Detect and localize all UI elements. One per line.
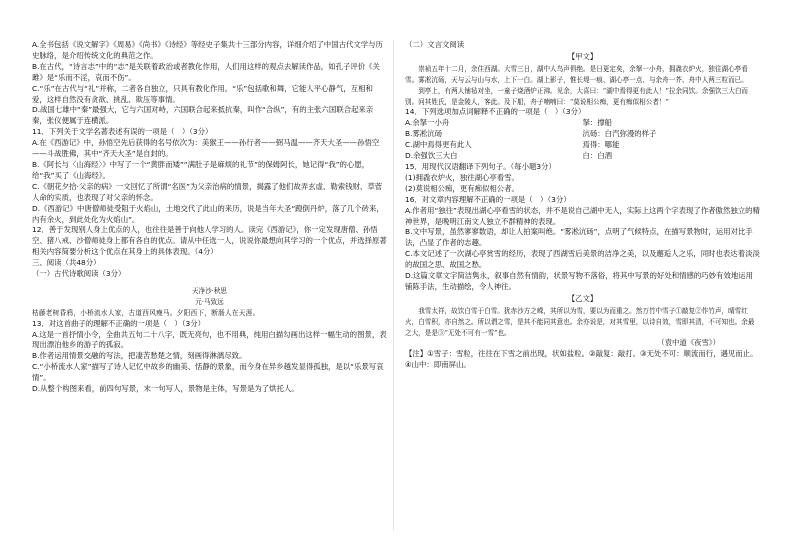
q14-option-b [405,129,760,140]
q11-option-c: C.《朝花夕拾·父亲的病》一文回忆了所谓“名医”为父亲治病的情景，揭露了他们故弄玄虚、勒索钱财、草菅人命的实质，也表现了对父亲的怀念。 [32,181,383,202]
q16-stem: 16．对文章内容理解不正确的一项是（ ）（3分） [405,194,571,204]
q15-item-1: (1)拥毳衣炉火，独往湖心亭看雪。 [405,172,519,182]
q15-item-2: (2)莫说相公痴，更有痴似相公者。 [405,183,519,193]
yi-heading: 【乙文】 [567,293,598,303]
subsection-classical-heading: （二）文言文阅读 [405,40,465,49]
q16-option-a: A.作者用“独往”表现出湖心亭看雪的状态，并不是说自己湖中无人，实际上这两个字表现了作者傲然独立的精神世界，是晚明江南文人独立不群精神的表现。 [405,205,760,226]
yi-passage: 我雪太祥，故饮白雪于白雪。犹赤沙方之嵘，其所以为雪，要以为而重之。然万竹中雪子①敲复②作竹声，晴雪红火，白雪积，亦自然之。所以谓之雪，是其不能同其意也。余亦说是，对其雪里，以诗自效，雪即其清，不可知也。余最之大，是是③“无处不可有一雪”也。 [405,306,755,337]
poem-author: 元·马致远 [195,297,224,306]
jia-passage-paragraph-2: 到亭上，有两人铺毡对坐，一童子烧酒炉正沸。见余，大喜曰：“湖中焉得更有此人！”拉余同饮。余强饮三大白而别。问其姓氏，是金陵人，客此。及下船，舟子喃喃曰：“莫说相公痴，更有痴似相公者！” [405,86,749,106]
q11-stem: 11．下列关于文学名著表述有误的一项是（ ）（3分） [32,127,213,137]
q14-option-c-gloss: 焉得：哪能 [582,140,620,150]
jia-passage-paragraph-1: 崇祯五年十二月，余住西湖。大雪三日，湖中人鸟声俱绝。是日更定矣，余拏一小舟，拥毳衣炉火，独往湖心亭看雪。雾凇沆砀，天与云与山与水，上下一白。湖上影子，惟长堤一痕、湖心亭一点、与余舟一芥、舟中人两三粒而已。 [405,64,748,84]
q14-option-d-phrase: D.余强饮三大白 [405,151,458,161]
column-divider [393,40,394,530]
q14-option-c [405,140,760,151]
q10-option-c: C.“乐”在古代与“礼”并称，二者各自独立，只具有教化作用。“乐”包括歌和舞，它能人平心静气，互相和爱，这样自然没有贪欲、挑乱、欺压等事情。 [32,83,373,104]
q13-stem: 13．对这首曲子的理解不正确的一项是（ ）（3分） [32,318,206,328]
yi-source: （袁中道《夜雪》） [657,338,720,348]
right-column [405,40,760,371]
q13-option-d: D.从整个构图来看，前四句写景，末一句写人，景物是主体，写景是为了烘托人。 [32,384,299,394]
q13-option-a: A.这是一首抒情小令，全曲共五句二十八字，既无亮句，也不用典，纯用白描勾画出这样一幅生动的图景，表现出漂泊他乡的游子的孤寂。 [32,329,387,350]
section-3-heading: 三、阅读（共48分） [32,258,101,268]
q14-option-a-phrase: A.余拏一小舟 [405,118,450,128]
q16-option-c: C.本文记述了一次湖心亭赏雪的经历，表现了西湖雪后美景的洁净之美，以及邂逅人之乐，同时也表达着淡淡的故国之思、故国之愁。 [405,249,760,270]
q15-stem: 15．用现代汉语翻译下列句子。（每小题3分） [405,161,556,171]
subsection-poetry-heading: （一）古代诗歌阅读（3分） [32,269,126,279]
jia-heading: 【甲文】 [567,51,598,61]
left-column [32,40,387,395]
q13-option-c: C.“小桥流水人家”描写了诗人记忆中故乡的幽美、恬静的景象，而今身在异乡越发显得孤独，是以“乐景写哀情”。 [32,362,384,383]
q11-option-b: B.《阿长与〈山海经〉》中写了一个“黄胖而矮”“满肚子是麻烦的礼节”的保姆阿长，她记得“我”的心愿，给“我”买了《山海经》。 [32,159,370,180]
q14-option-d-gloss: 白：白酒 [582,151,613,161]
q10-option-b: B.在古代，“诗言志”中的“志”是关联着政治或者教化作用，人们用这样的观点去解读作品，如孔子评价《关雎》是“乐而不淫，哀而不伤”。 [32,61,380,82]
q13-option-b: B.作者运用情景交融的写法，把凄苦愁楚之情，刻画得淋漓尽致。 [32,351,247,361]
q14-option-b-gloss: 沆砀：白汽弥漫的样子 [582,129,657,139]
q14-option-d [405,151,760,162]
q12-text: 12．善于发现别人身上优点的人，也往往是善于向他人学习的人。读完《西游记》，你一定发现唐僧、孙悟空、猪八戒、沙僧师徒身上都有各自的优点。请从中任选一人，说说你最想向其学习的一个优点，并选择原著相关内容简要分析这个优点在其身上的具体表现。（4分） [32,225,387,257]
poem-body: 枯藤老树昏鸦，小桥流水人家，古道西风瘦马。夕阳西下，断肠人在天涯。 [32,308,260,317]
poem-title: 天净沙·秋思 [191,286,228,295]
q14-stem: 14．下列选项加点词解释不正确的一项是（ ）（3分） [405,107,586,117]
q16-option-b: B.文中写景，虽然寥寥数语，却让人拍案叫绝。“雾凇沆砀”，点明了气候特点，在描写景物时，运用对比手法，凸显了作者的志趣。 [405,227,753,248]
q16-option-d: D.这篇文章文字简洁隽永，叙事自然有情韵，状景写物不落俗，将其中写景的好处和情感的巧妙有效地运用铺陈手法，生动描绘，令人神往。 [405,271,754,291]
q14-option-c-phrase: C.湖中焉得更有此人 [405,140,472,150]
q14-option-a-gloss: 拏：撑船 [582,118,613,128]
q11-option-a: A.在《西游记》中，孙悟空先后获得的名号依次为：美猴王——孙行者——弼马温——齐天大圣——孙悟空——斗战胜佛，其中“齐天大圣”是自封的。 [32,138,380,159]
q14-option-b-phrase: B.雾凇沆砀 [405,129,442,139]
q14-option-a [405,118,760,129]
q10-option-d: D.战国七雄中“秦”最强大，它与六国对峙，六国联合起来抵抗秦，叫作“合纵”，有的主张六国联合起来亲秦，张仪便属于连横派。 [32,105,374,126]
annotation-notes: 【注】①雪子：雪粒，往往在下雪之前出现，状如盐粒。②敲复：敲打。③无处不可：顺流而行，遇见而止。④山中：即南屏山。 [405,349,758,370]
q11-option-d: D.《西游记》中唐僧师徒受阻于火焰山，土地交代了此山的来历，说是当年大圣“蹬倒丹炉，落了几个砖来，内有余火，到此处化为火焰山”。 [32,203,384,224]
q10-option-a: A.全书包括《说文解字》《周易》《尚书》《诗经》等经史子集共十三部分内容，详细介绍了中国古代文学与历史脉络，是介绍传统文化的典范之作。 [32,40,383,60]
